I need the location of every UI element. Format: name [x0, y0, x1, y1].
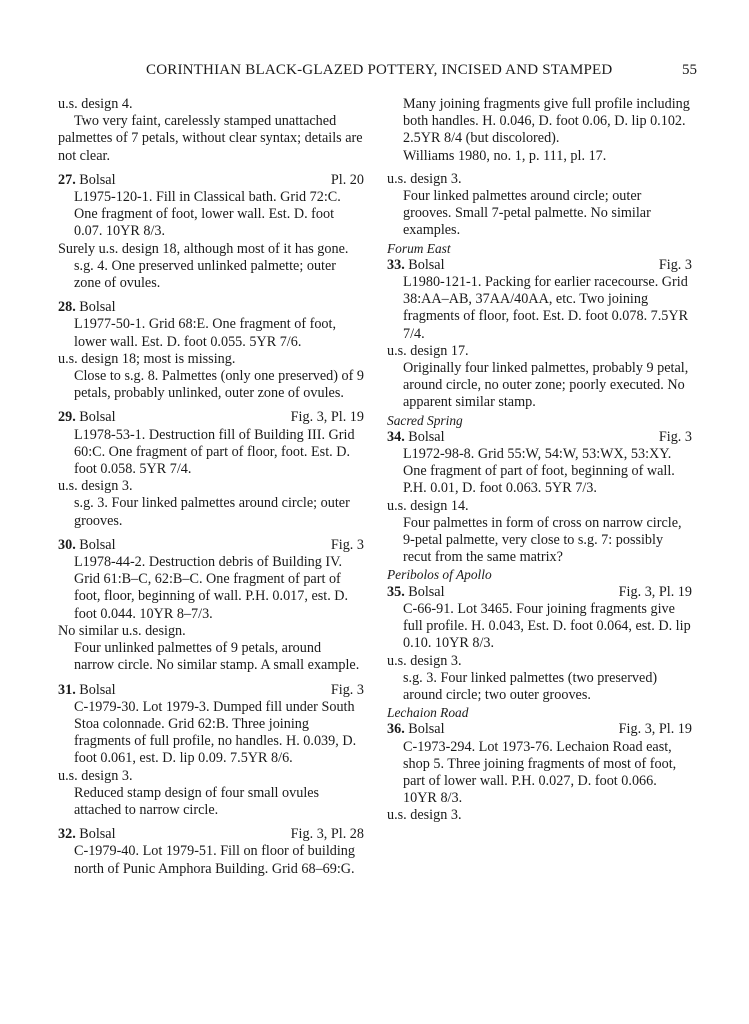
entry-name: Bolsal [79, 409, 116, 426]
entry-number: 33. [387, 256, 405, 273]
entry-reference: Fig. 3 [330, 536, 364, 553]
entry-reference: Pl. 20 [330, 171, 364, 188]
entry-34-heading [387, 429, 692, 446]
entry-34-stamp: Four palmettes in form of cross on narrow circle, 9-petal palmette, very close to s.g. 7: possibly recut from the same matrix? [403, 514, 682, 566]
entry-name: Bolsal [79, 171, 116, 188]
entry-28-heading [58, 299, 364, 316]
entry-reference: Fig. 3, Pl. 19 [618, 721, 692, 738]
entry-reference: Fig. 3, Pl. 19 [290, 409, 364, 426]
entry-number: 32. [58, 826, 76, 843]
entry-36-description: C-1973-294. Lot 1973-76. Lechaion Road east, shop 5. Three joining fragments of most of foot, part of lower wall. P.H. 0.027, D. foot 0.066. 10YR 8/3. [403, 738, 677, 807]
entry-30-design: No similar u.s. design. [58, 622, 186, 639]
section-heading-sacred-spring: Sacred Spring [387, 412, 463, 428]
entry-number: 27. [58, 171, 76, 188]
entry-32-bibliography: Williams 1980, no. 1, p. 111, pl. 17. [403, 147, 607, 164]
entry-33-stamp: Originally four linked palmettes, probably 9 petal, around circle, no outer zone; poorly executed. No apparent similar stamp. [403, 360, 689, 411]
entry-reference: Fig. 3 [658, 256, 692, 273]
entry-reference: Fig. 3, Pl. 19 [618, 583, 692, 600]
entry-31-description: C-1979-30. Lot 1979-3. Dumped fill under South Stoa colonnade. Grid 62:B. Three joining fragments of full profile, no handles. H. 0.039, D. foot 0.061, est. D. lip 0.09. 7.5YR 8/6. [74, 698, 357, 767]
entry-31-stamp: Reduced stamp design of four small ovules attached to narrow circle. [74, 784, 320, 818]
entry-27-design: Surely u.s. design 18, although most of it has gone. [58, 240, 349, 257]
entry-27-stamp: s.g. 4. One preserved unlinked palmette; outer zone of ovules. [74, 257, 336, 292]
right-column [387, 96, 692, 825]
entry-29-description: L1978-53-1. Destruction fill of Building III. Grid 60:C. One fragment of part of floor, foot. Est. D. foot 0.058. 5YR 7/4. [74, 426, 355, 478]
entry-33-design: u.s. design 17. [387, 342, 469, 359]
entry-number: 28. [58, 299, 76, 316]
entry-28-description: L1977-50-1. Grid 68:E. One fragment of foot, lower wall. Est. D. foot 0.055. 5YR 7/6. [74, 316, 337, 350]
entry-31-heading [58, 682, 364, 699]
entry-30-description: L1978-44-2. Destruction debris of Building IV. Grid 61:B–C, 62:B–C. One fragment of part of foot, floor, beginning of wall. P.H. 0.017, est. D. foot 0.044. 10YR 8–7/3. [74, 554, 349, 622]
entry-34-description: L1972-98-8. Grid 55:W, 54:W, 53:WX, 53:XY. One fragment of part of foot, beginning of wall. P.H. 0.01, D. foot 0.063. 5YR 7/3. [403, 446, 675, 497]
entry-number: 35. [387, 583, 405, 600]
entry-35-heading [387, 584, 692, 601]
entry-30-stamp: Four unlinked palmettes of 9 petals, around narrow circle. No similar stamp. A small example. [74, 640, 360, 674]
entry-name: Bolsal [79, 826, 116, 843]
entry-number: 34. [387, 428, 405, 445]
entry-35-design: u.s. design 3. [387, 652, 462, 669]
entry-32-description-continued: Many joining fragments give full profile including both handles. H. 0.046, D. foot 0.06, D. lip 0.102. 2.5YR 8/4 (but discolored). [403, 96, 690, 147]
entry-name: Bolsal [408, 428, 445, 445]
entry-number: 29. [58, 409, 76, 426]
page-number: 55 [682, 62, 697, 78]
entry-name: Bolsal [79, 681, 116, 698]
entry-29-stamp: s.g. 3. Four linked palmettes around circle; outer grooves. [74, 495, 350, 529]
entry-name: Bolsal [408, 256, 445, 273]
entry-32-heading [58, 826, 364, 843]
entry-29-heading [58, 409, 364, 426]
entry-27-description: L1975-120-1. Fill in Classical bath. Grid 72:C. One fragment of foot, lower wall. Est. D. foot 0.07. 10YR 8/3. [74, 189, 341, 240]
entry-33-heading [387, 257, 692, 274]
entry-32-stamp: Four linked palmettes around circle; outer grooves. Small 7-petal palmette. No similar examples. [403, 188, 651, 239]
entry-reference: Fig. 3, Pl. 28 [290, 826, 364, 843]
entry-reference: Fig. 3 [330, 681, 364, 698]
entry-name: Bolsal [79, 299, 116, 316]
entry-number: 31. [58, 681, 76, 698]
section-heading-lechaion-road: Lechaion Road [387, 705, 469, 721]
entry-34-design: u.s. design 14. [387, 497, 469, 514]
entry-32-description: C-1979-40. Lot 1979-51. Fill on floor of building north of Punic Amphora Building. Grid 68–69:G. [74, 843, 355, 877]
entry-name: Bolsal [79, 536, 116, 553]
entry-35-stamp: s.g. 3. Four linked palmettes (two preserved) around circle; two outer grooves. [403, 669, 658, 703]
entry-number: 30. [58, 536, 76, 553]
entry-name: Bolsal [408, 583, 445, 600]
running-header [0, 60, 749, 84]
entry-36-heading [387, 721, 692, 738]
entry-36-design: u.s. design 3. [387, 807, 462, 824]
intro-text: Two very faint, carelessly stamped unattached palmettes of 7 petals, without clear syntax; details are not clear. [58, 113, 363, 164]
entry-33-description: L1980-121-1. Packing for earlier racecourse. Grid 38:AA–AB, 37AA/40AA, etc. Two joining fragments of floor, foot. Est. D. foot 0.078. 7.5YR 7/4. [403, 274, 689, 342]
entry-reference: Fig. 3 [658, 428, 692, 445]
entry-29-design: u.s. design 3. [58, 478, 133, 495]
entry-30-heading [58, 537, 364, 554]
entry-number: 36. [387, 721, 405, 738]
intro-design: u.s. design 4. [58, 96, 133, 112]
entry-35-description: C-66-91. Lot 3465. Four joining fragments give full profile. H. 0.043, Est. D. foot 0.064, est. D. lip 0.10. 10YR 8/3. [403, 600, 691, 652]
entry-31-design: u.s. design 3. [58, 767, 133, 784]
section-heading-forum-east: Forum East [387, 240, 451, 256]
entry-name: Bolsal [408, 721, 445, 738]
entry-27-heading [58, 172, 364, 189]
entry-32-design: u.s. design 3. [387, 170, 462, 187]
entry-28-design: u.s. design 18; most is missing. [58, 350, 236, 367]
left-column [58, 96, 364, 878]
entry-28-stamp: Close to s.g. 8. Palmettes (only one preserved) of 9 petals, probably unlinked, outer zone of ovules. [74, 368, 364, 402]
section-heading-peribolos-of-apollo: Peribolos of Apollo [387, 567, 492, 583]
running-title: CORINTHIAN BLACK-GLAZED POTTERY, INCISED AND STAMPED [146, 62, 613, 78]
